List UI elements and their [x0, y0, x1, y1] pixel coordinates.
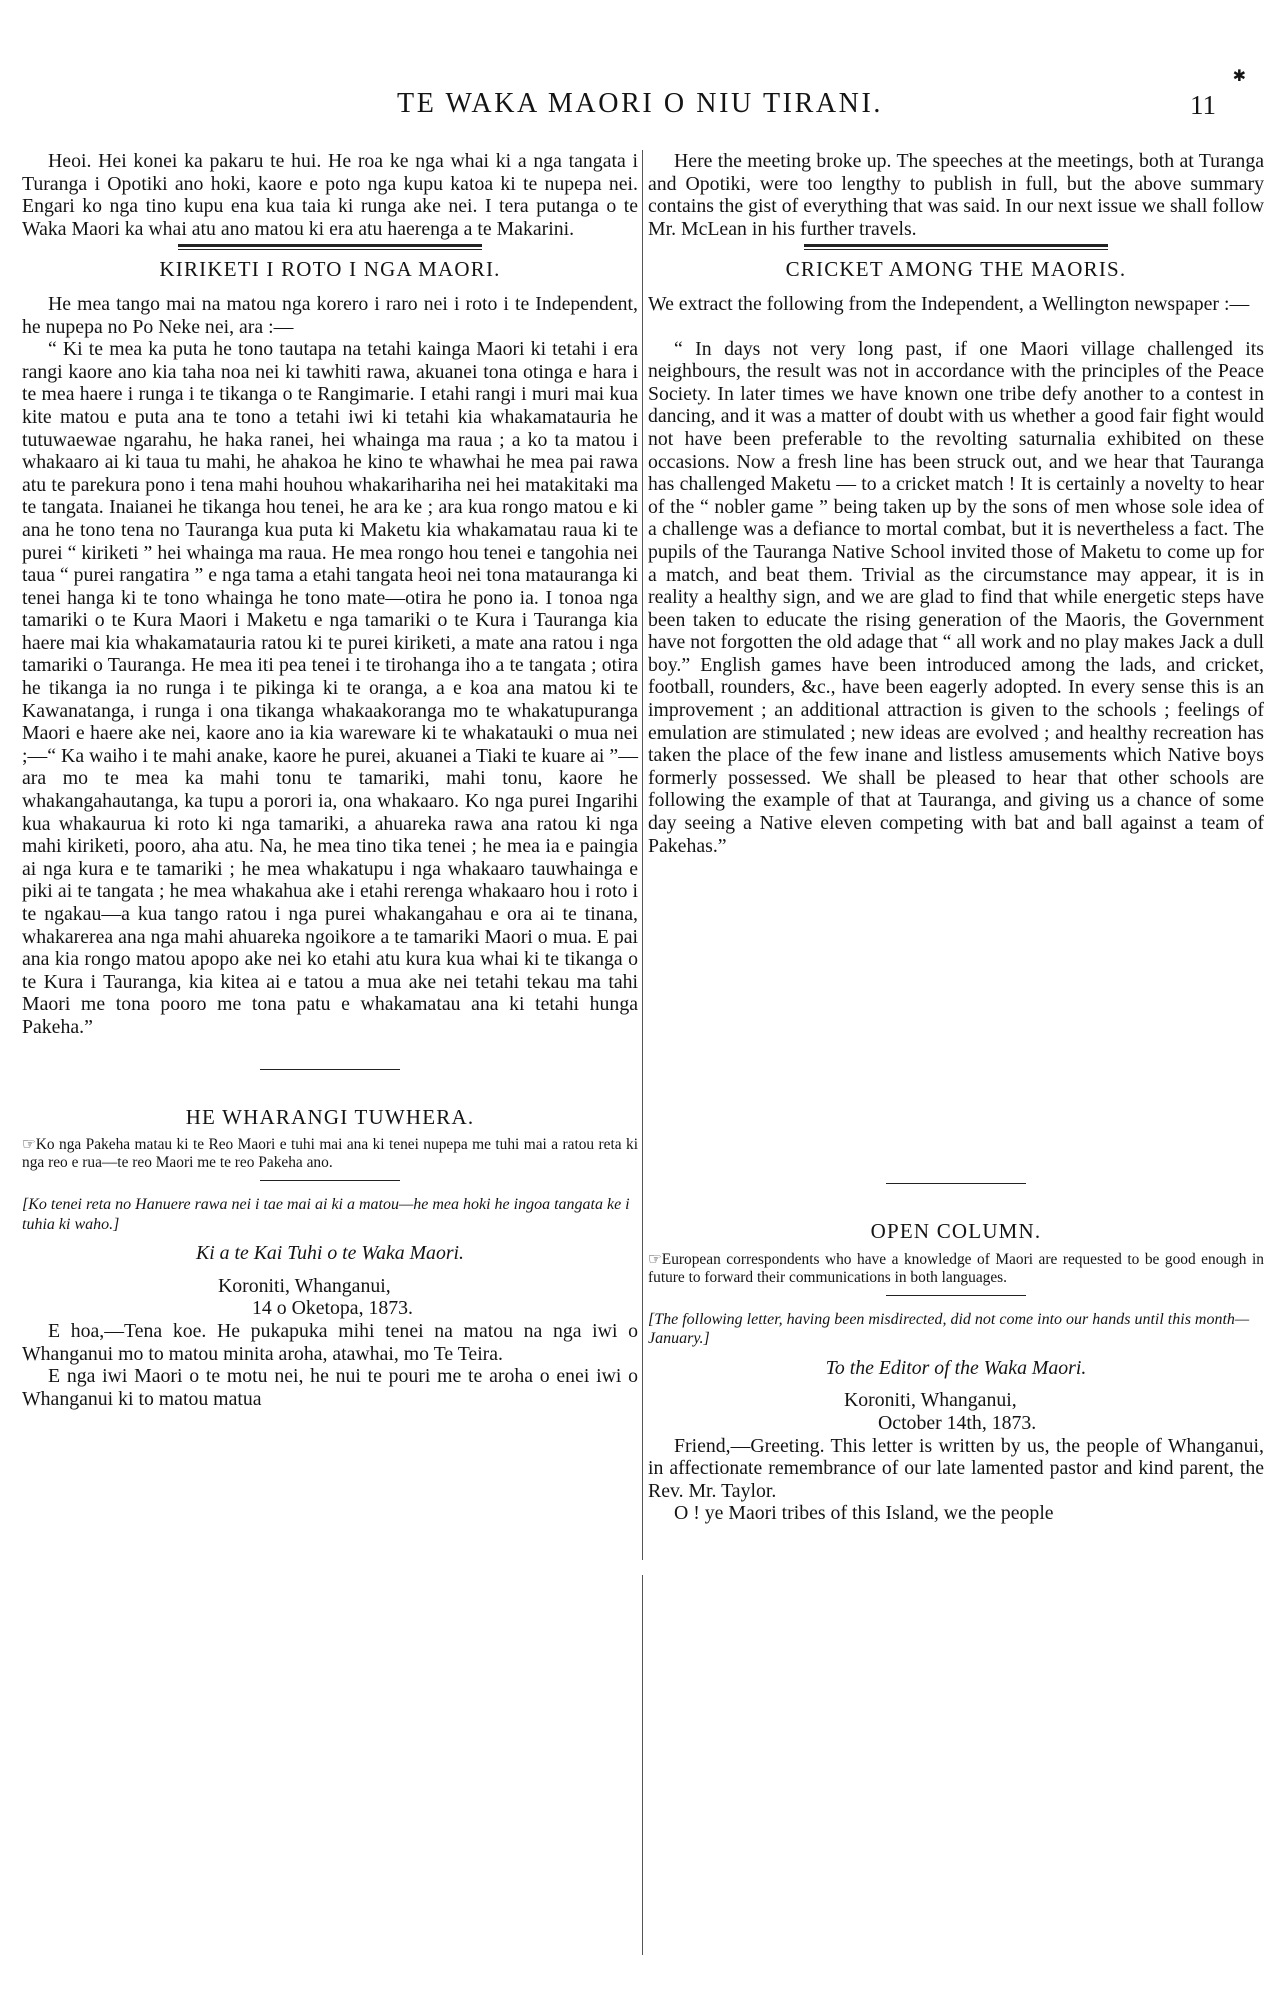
letter-salutation-maori: Ki a te Kai Tuhi o te Waka Maori. [196, 1242, 464, 1265]
meeting-summary-maori: Heoi. Hei konei ka pakaru te hui. He roa ke nga whai ki a nga tangata i Turanga i Opotiki ano hoki, kaore e poto nga kupu katoa ki te nupepa nei. Engari ko nga tino kupu ena kua taia ki runga ake nei. I tera putanga o te Waka Maori ka whai atu ano matou ki era atu haerenga a te Makarini. [22, 150, 638, 240]
open-column-heading-maori: HE WHARANGI TUWHERA. [185, 1104, 475, 1129]
cricket-intro-english: We extract the following from the Independent, a Wellington newspaper :— [648, 292, 1250, 315]
double-rule [178, 244, 482, 250]
letter-continued-maori: E nga iwi Maori o te motu nei, he nui te pouri me te aroha o enei iwi o Whanganui ki to matou matua [22, 1365, 638, 1410]
letter-date-english: October 14th, 1873. [878, 1412, 1037, 1434]
double-rule [804, 244, 1108, 250]
letter-body-maori: E hoa,—Tena koe. He pukapuka mihi tenei na matou na nga iwi o Whanganui mo to matou minita aroha, atawhai, mo Te Teira. [22, 1319, 638, 1365]
cricket-heading-english: CRICKET AMONG THE MAORIS. [785, 257, 1127, 282]
column-divider-lower [642, 1575, 643, 1955]
maori-column [22, 150, 638, 1410]
editor-bracket-note-english: [The following letter, having been misdirected, did not come into our hands until this month—January.] [648, 1310, 1250, 1348]
cricket-article-maori: “ Ki te mea ka puta he tono tautapa na tetahi kainga Maori ki tetahi i era rangi kaore ano kia taha noa nei ki tawhiti rawa, akuanei tona otinga e hara i te mea haere i runga i te tikanga o te Rangimarie. I etahi rangi i muri mai kua kite matou e puta ana te tono a tetahi iwi ki tetahi kia whakamatauria he tutuwaewae ngarahu, he haka ranei, hei whainga ma raua ; a ko ta matou i whakaaro ai ki taua tu mahi, he ahakoa he kino te whawhai he mea pai rawa atu te parekura pono i tena mahi houhou whakarihariha nei hei matakitaki ma te tangata. Inaianei he tikanga hou tenei, he ara ke ; ara kua rongo matou e ki ana he tono tena no Tauranga kua puta ki Maketu kia whakamatau raua ki te purei “ kiriketi ” hei whainga ma raua. He mea rongo hou tenei e tangohia nei taua “ purei rangatira ” e nga tama a etahi tangata heoi nei tona matauranga ki tenei hanga ki te tono whainga he tono mate—otira he pono ia. I tonoa nga tamariki o te Kura Maori i Maketu e nga tamariki o te Kura i Tauranga kia haere mai kia whakamatauria ratou ki te purei kiriketi, a mate ana ratou i nga tamariki o Tauranga. He mea iti pea tenei i te tirohanga iho a te tangata ; otira he tikanga ia no runga i te pikinga ki te oranga, a e koa ana matou ki te Kawanatanga, i runga i ona tikanga whakaakoranga mo te whakatupuranga Maori e haere ake nei, kaore ano ia kia wareware ki te whakatauki o mua nei ;—“ Ka waiho i te mahi anake, kaore he purei, akuanei a Tiaki te kuare ai ”—ara mo te mea ka mahi tonu te tamariki, mahi tonu, kaore he whakangahautanga, ka tupu a porori ia, ona whakaaro. Ko nga purei Ingarihi kua whakaurua ki roto ki nga tamariki, a ahuareka rawa ana ratou ki nga mahi kiriketi, pooro, aha atu. Na, he mea tino tika tenei ; he mea ia e paingia ai nga kura e te tamariki ; he mea whakatupu i nga whakaaro tauwhainga e piki ai te tangata ; he mea whakahua ake i etahi rerenga whakaaro hou i roto i te ngakau—a kua tango ratou i nga purei whakangahau e ora ai te tinana, whakarerea ana nga mahi ahuareka ngoikore a te tamariki Maori o mua. E pai ana kia rongo matou apopo ake nei ko etahi atu kura kua whai ki te tikanga o te Kura i Tauranga, kia kitea ai e tatou a mua ake nei tetahi tekau ma tahi Maori me tona pooro me tona patu e whakamatau ana ki tetahi hunga Pakeha.” [22, 338, 638, 1038]
letter-continued-english: O ! ye Maori tribes of this Island, we the people [674, 1502, 1054, 1525]
open-column-note-maori: ☞Ko nga Pakeha matau ki te Reo Maori e tuhi mai ana ki tenei nupepa me tuhi mai a ratou reta ki nga reo e rua—te reo Maori me te reo Pakeha ano. [22, 1136, 638, 1172]
note-rule [260, 1180, 400, 1181]
letter-place-english: Koroniti, Whanganui, [844, 1389, 1017, 1412]
cricket-intro-maori: He mea tango mai na matou nga korero i raro nei i roto i te Independent, he nupepa no Po Neke nei, ara :— [22, 292, 638, 338]
editor-bracket-note-maori: [Ko tenei reta no Hanuere rawa nei i tae mai ai ki a matou—he mea hoki he ingoa tangata ke i tuhia ki waho.] [22, 1196, 630, 1233]
page-number: 11 [1190, 90, 1216, 120]
letter-place-maori: Koroniti, Whanganui, [218, 1274, 391, 1297]
cricket-article-english: “ In days not very long past, if one Maori village challenged its neighbours, the result was not in accordance with the principles of the Peace Society. In later times we have known one tribe defy another to a contest in dancing, and it was a matter of doubt with us whether a good fair fight would not have been preferable to the revolting saturnalia exhibited on these occasions. Now a fresh line has been struck out, and we hear that Tauranga has challenged Maketu — to a cricket match ! It is certainly a novelty to hear of the “ nobler game ” being taken up by the sons of men whose sole idea of a challenge was a defiance to mortal combat, but it is nevertheless a fact. The pupils of the Tauranga Native School invited those of Maketu to come up for a match, and beat them. Trivial as the circumstance may appear, it is in reality a healthy sign, and we are glad to find that while energetic steps have been taken to educate the rising generation of the Maoris, the Government have not forgotten the old adage that “ all work and no play makes Jack a dull boy.” English games have been introduced among the lads, and cricket, football, rounders, &c., have been eagerly adopted. In every sense this is an improvement ; an additional attraction is given to the schools ; feelings of emulation are stimulated ; new ideas are evolved ; and healthy recreation has taken the place of the few inane and listless amusements which Native boys formerly possessed. We shall be pleased to hear that other schools are following the example of that at Tauranga, and giving us a chance of some day seeing a Native eleven competing with bat and ball against a team of Pakehas.” [648, 337, 1264, 857]
open-column-note-english: ☞European correspondents who have a knowledge of Maori are requested to be good enough in future to forward their communications in both languages. [648, 1250, 1264, 1286]
newspaper-title: TE WAKA MAORI O NIU TIRANI. [396, 88, 884, 119]
open-column-heading-english: OPEN COLUMN. [870, 1219, 1042, 1244]
corner-mark: ✱ [1232, 68, 1246, 85]
meeting-summary-english: Here the meeting broke up. The speeches at the meetings, both at Turanga and Opotiki, were too lengthy to publish in full, but the above summary contains the gist of everything that was said. In our next issue we shall follow Mr. McLean in his further travels. [648, 150, 1264, 240]
masthead [0, 68, 1280, 128]
letter-date-maori: 14 o Oketopa, 1873. [252, 1297, 413, 1320]
column-divider-upper [642, 150, 643, 1560]
letter-salutation-english: To the Editor of the Waka Maori. [825, 1356, 1087, 1379]
english-column [648, 150, 1264, 1525]
letter-body-english: Friend,—Greeting. This letter is written by us, the people of Whanganui, in affectionate remembrance of our late lamented pastor and kind parent, the Rev. Mr. Taylor. [648, 1434, 1264, 1502]
note-rule [886, 1295, 1026, 1296]
cricket-heading-maori: KIRIKETI I ROTO I NGA MAORI. [159, 257, 501, 282]
